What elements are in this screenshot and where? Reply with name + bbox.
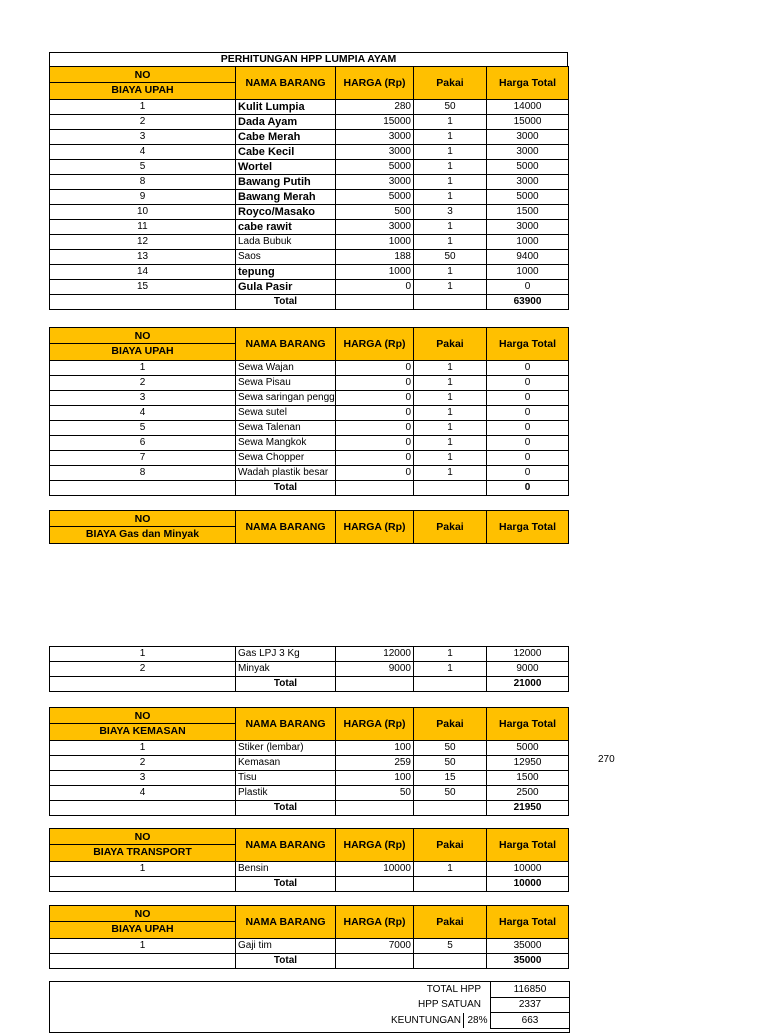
- row-item-name: Plastik: [236, 786, 336, 801]
- row-total: 1000: [487, 265, 569, 280]
- row-item-name: Bensin: [236, 862, 336, 877]
- row-item-name: Sewa Talenan: [236, 421, 336, 436]
- total-hpp-value: 116850: [490, 982, 570, 998]
- row-item-name: Dada Ayam: [236, 115, 336, 130]
- keuntungan-percent: 28%: [463, 1013, 491, 1028]
- table-row: [50, 361, 569, 376]
- row-total: 0: [487, 361, 569, 376]
- total-row: [50, 481, 569, 496]
- row-price: 259: [336, 756, 414, 771]
- header-no-cell: [50, 511, 236, 544]
- row-price: 3000: [336, 145, 414, 160]
- row-price: 3000: [336, 220, 414, 235]
- row-price: 0: [336, 361, 414, 376]
- row-price: 0: [336, 391, 414, 406]
- header-total: Harga Total: [487, 511, 569, 544]
- row-price: 1000: [336, 265, 414, 280]
- table-row: [50, 662, 569, 677]
- side-note: 270: [598, 754, 615, 765]
- section-peralatan: [49, 327, 569, 496]
- row-no: 1: [50, 862, 236, 877]
- table-header: [50, 708, 569, 741]
- table-header: [50, 328, 569, 361]
- row-item-name: Sewa Pisau: [236, 376, 336, 391]
- row-no: 2: [50, 756, 236, 771]
- hpp-satuan-value: 2337: [490, 997, 570, 1013]
- row-price: 1000: [336, 235, 414, 250]
- total-label: Total: [236, 954, 336, 969]
- row-no: 11: [50, 220, 236, 235]
- table-row: [50, 250, 569, 265]
- row-qty: 50: [414, 741, 487, 756]
- row-no: 5: [50, 421, 236, 436]
- header-nama: NAMA BARANG: [236, 67, 336, 100]
- table-row: [50, 466, 569, 481]
- row-no: 12: [50, 235, 236, 250]
- row-total: 14000: [487, 100, 569, 115]
- row-price: 3000: [336, 130, 414, 145]
- header-harga: HARGA (Rp): [336, 906, 414, 939]
- table-row: [50, 280, 569, 295]
- header-nama: NAMA BARANG: [236, 328, 336, 361]
- section-label: BIAYA UPAH: [111, 923, 174, 935]
- header-pakai: Pakai: [414, 708, 487, 741]
- row-no: 8: [50, 466, 236, 481]
- row-price: 7000: [336, 939, 414, 954]
- header-nama: NAMA BARANG: [236, 906, 336, 939]
- row-total: 0: [487, 280, 569, 295]
- header-no: NO: [50, 513, 235, 527]
- summary-box: [49, 981, 570, 1033]
- row-price: 0: [336, 421, 414, 436]
- row-qty: 1: [414, 436, 487, 451]
- header-nama: NAMA BARANG: [236, 829, 336, 862]
- header-nama: NAMA BARANG: [236, 708, 336, 741]
- table-row: [50, 741, 569, 756]
- row-qty: 15: [414, 771, 487, 786]
- section-label: BIAYA UPAH: [111, 345, 174, 357]
- row-qty: 1: [414, 280, 487, 295]
- total-value: 35000: [487, 954, 569, 969]
- row-price: 0: [336, 280, 414, 295]
- section-upah: [49, 905, 569, 969]
- total-value: 21000: [487, 677, 569, 692]
- row-no: 6: [50, 436, 236, 451]
- header-harga: HARGA (Rp): [336, 67, 414, 100]
- row-no: 3: [50, 391, 236, 406]
- row-total: 35000: [487, 939, 569, 954]
- row-no: 1: [50, 100, 236, 115]
- table-row: [50, 100, 569, 115]
- sheet-title: PERHITUNGAN HPP LUMPIA AYAM: [49, 52, 568, 67]
- row-total: 0: [487, 406, 569, 421]
- row-item-name: Sewa saringan pengg: [236, 391, 336, 406]
- row-total: 0: [487, 466, 569, 481]
- table-header: [50, 829, 569, 862]
- table-row: [50, 786, 569, 801]
- row-total: 3000: [487, 220, 569, 235]
- row-price: 280: [336, 100, 414, 115]
- header-total: Harga Total: [487, 708, 569, 741]
- row-total: 10000: [487, 862, 569, 877]
- row-item-name: Gula Pasir: [236, 280, 336, 295]
- table-row: [50, 265, 569, 280]
- table-row: [50, 205, 569, 220]
- row-qty: 1: [414, 391, 487, 406]
- header-no: NO: [50, 831, 235, 845]
- row-price: 500: [336, 205, 414, 220]
- row-qty: 1: [414, 376, 487, 391]
- row-total: 1500: [487, 205, 569, 220]
- row-price: 0: [336, 451, 414, 466]
- row-qty: 1: [414, 406, 487, 421]
- row-item-name: tepung: [236, 265, 336, 280]
- header-harga: HARGA (Rp): [336, 829, 414, 862]
- total-label: Total: [236, 295, 336, 310]
- header-harga: HARGA (Rp): [336, 328, 414, 361]
- row-item-name: Sewa Mangkok: [236, 436, 336, 451]
- section-bahan: [49, 66, 569, 310]
- total-label: Total: [236, 677, 336, 692]
- section-label: BIAYA UPAH: [111, 84, 174, 96]
- row-item-name: Sewa sutel: [236, 406, 336, 421]
- row-total: 0: [487, 436, 569, 451]
- row-qty: 5: [414, 939, 487, 954]
- row-qty: 1: [414, 265, 487, 280]
- header-pakai: Pakai: [414, 67, 487, 100]
- header-no: NO: [50, 908, 235, 922]
- row-item-name: Gaji tim: [236, 939, 336, 954]
- header-total: Harga Total: [487, 328, 569, 361]
- row-qty: 1: [414, 145, 487, 160]
- table-row: [50, 160, 569, 175]
- keuntungan-value: 663: [490, 1013, 570, 1029]
- row-qty: 1: [414, 862, 487, 877]
- section-gas-body: [49, 646, 569, 692]
- row-no: 14: [50, 265, 236, 280]
- row-qty: 50: [414, 100, 487, 115]
- table-row: [50, 451, 569, 466]
- row-price: 100: [336, 771, 414, 786]
- row-total: 15000: [487, 115, 569, 130]
- table-header: [50, 67, 569, 100]
- table-row: [50, 862, 569, 877]
- summary-hpp-satuan: [50, 997, 569, 1012]
- section-gas-header: [49, 510, 569, 544]
- row-no: 3: [50, 130, 236, 145]
- header-no-cell: [50, 67, 236, 100]
- row-item-name: Gas LPJ 3 Kg: [236, 647, 336, 662]
- row-total: 5000: [487, 190, 569, 205]
- header-no-cell: [50, 708, 236, 741]
- table-row: [50, 421, 569, 436]
- row-total: 12950: [487, 756, 569, 771]
- row-qty: 1: [414, 175, 487, 190]
- row-total: 0: [487, 376, 569, 391]
- total-value: 21950: [487, 801, 569, 816]
- total-value: 0: [487, 481, 569, 496]
- row-price: 12000: [336, 647, 414, 662]
- row-total: 1500: [487, 771, 569, 786]
- table-header: [50, 511, 569, 544]
- row-item-name: Royco/Masako: [236, 205, 336, 220]
- row-no: 5: [50, 160, 236, 175]
- header-no: NO: [50, 69, 235, 83]
- section-label: BIAYA Gas dan Minyak: [85, 528, 200, 540]
- row-total: 5000: [487, 741, 569, 756]
- row-qty: 3: [414, 205, 487, 220]
- table-row: [50, 130, 569, 145]
- row-item-name: Minyak: [236, 662, 336, 677]
- table-row: [50, 391, 569, 406]
- row-qty: 1: [414, 220, 487, 235]
- row-no: 15: [50, 280, 236, 295]
- table-row: [50, 145, 569, 160]
- table-header: [50, 906, 569, 939]
- header-harga: HARGA (Rp): [336, 511, 414, 544]
- row-price: 100: [336, 741, 414, 756]
- row-no: 1: [50, 939, 236, 954]
- total-label: Total: [236, 801, 336, 816]
- row-price: 188: [336, 250, 414, 265]
- row-price: 5000: [336, 160, 414, 175]
- table-row: [50, 436, 569, 451]
- header-pakai: Pakai: [414, 511, 487, 544]
- header-pakai: Pakai: [414, 906, 487, 939]
- table-row: [50, 376, 569, 391]
- row-item-name: Sewa Wajan: [236, 361, 336, 376]
- total-value: 10000: [487, 877, 569, 892]
- row-total: 3000: [487, 175, 569, 190]
- total-label: Total: [236, 877, 336, 892]
- row-qty: 1: [414, 466, 487, 481]
- row-total: 9400: [487, 250, 569, 265]
- row-price: 0: [336, 376, 414, 391]
- section-label: BIAYA KEMASAN: [99, 725, 186, 737]
- row-no: 2: [50, 662, 236, 677]
- header-total: Harga Total: [487, 906, 569, 939]
- row-price: 50: [336, 786, 414, 801]
- row-price: 3000: [336, 175, 414, 190]
- row-item-name: Sewa Chopper: [236, 451, 336, 466]
- row-total: 9000: [487, 662, 569, 677]
- row-no: 3: [50, 771, 236, 786]
- row-item-name: Bawang Merah: [236, 190, 336, 205]
- row-no: 1: [50, 741, 236, 756]
- total-row: [50, 877, 569, 892]
- row-qty: 1: [414, 130, 487, 145]
- row-price: 5000: [336, 190, 414, 205]
- row-qty: 1: [414, 190, 487, 205]
- row-qty: 50: [414, 786, 487, 801]
- row-no: 4: [50, 406, 236, 421]
- total-row: [50, 677, 569, 692]
- row-qty: 1: [414, 662, 487, 677]
- row-total: 5000: [487, 160, 569, 175]
- total-row: [50, 801, 569, 816]
- row-no: 2: [50, 376, 236, 391]
- header-no: NO: [50, 330, 235, 344]
- row-no: 7: [50, 451, 236, 466]
- total-row: [50, 295, 569, 310]
- header-no-cell: [50, 906, 236, 939]
- total-row: [50, 954, 569, 969]
- row-item-name: Lada Bubuk: [236, 235, 336, 250]
- total-hpp-label: TOTAL HPP: [426, 984, 481, 995]
- row-price: 9000: [336, 662, 414, 677]
- row-total: 2500: [487, 786, 569, 801]
- summary-keuntungan: [50, 1013, 569, 1028]
- section-transport: [49, 828, 569, 892]
- table-row: [50, 220, 569, 235]
- keuntungan-label: KEUNTUNGAN: [390, 1015, 461, 1026]
- row-no: 1: [50, 361, 236, 376]
- row-qty: 1: [414, 160, 487, 175]
- row-qty: 1: [414, 361, 487, 376]
- row-price: 0: [336, 436, 414, 451]
- row-price: 0: [336, 406, 414, 421]
- row-item-name: Wortel: [236, 160, 336, 175]
- row-qty: 50: [414, 250, 487, 265]
- row-item-name: Bawang Putih: [236, 175, 336, 190]
- row-qty: 50: [414, 756, 487, 771]
- row-item-name: Saos: [236, 250, 336, 265]
- table-row: [50, 756, 569, 771]
- row-total: 12000: [487, 647, 569, 662]
- table-row: [50, 939, 569, 954]
- row-qty: 1: [414, 421, 487, 436]
- row-qty: 1: [414, 647, 487, 662]
- table-row: [50, 771, 569, 786]
- row-no: 4: [50, 145, 236, 160]
- total-value: 63900: [487, 295, 569, 310]
- row-total: 0: [487, 421, 569, 436]
- row-total: 3000: [487, 130, 569, 145]
- header-no-cell: [50, 829, 236, 862]
- row-item-name: Wadah plastik besar: [236, 466, 336, 481]
- table-row: [50, 175, 569, 190]
- row-no: 13: [50, 250, 236, 265]
- header-total: Harga Total: [487, 829, 569, 862]
- header-no: NO: [50, 710, 235, 724]
- summary-total-hpp: [50, 982, 569, 997]
- header-nama: NAMA BARANG: [236, 511, 336, 544]
- row-no: 4: [50, 786, 236, 801]
- row-no: 9: [50, 190, 236, 205]
- row-total: 1000: [487, 235, 569, 250]
- row-qty: 1: [414, 115, 487, 130]
- row-no: 1: [50, 647, 236, 662]
- hpp-satuan-label: HPP SATUAN: [418, 999, 481, 1010]
- table-row: [50, 115, 569, 130]
- row-qty: 1: [414, 451, 487, 466]
- row-qty: 1: [414, 235, 487, 250]
- table-row: [50, 235, 569, 250]
- row-item-name: Stiker (lembar): [236, 741, 336, 756]
- row-item-name: Kemasan: [236, 756, 336, 771]
- header-no-cell: [50, 328, 236, 361]
- row-total: 0: [487, 451, 569, 466]
- row-total: 0: [487, 391, 569, 406]
- row-item-name: Cabe Kecil: [236, 145, 336, 160]
- table-row: [50, 406, 569, 421]
- header-pakai: Pakai: [414, 829, 487, 862]
- section-label: BIAYA TRANSPORT: [93, 846, 192, 858]
- row-item-name: cabe rawit: [236, 220, 336, 235]
- table-row: [50, 647, 569, 662]
- row-price: 15000: [336, 115, 414, 130]
- section-kemasan: [49, 707, 569, 816]
- row-total: 3000: [487, 145, 569, 160]
- row-item-name: Tisu: [236, 771, 336, 786]
- row-no: 8: [50, 175, 236, 190]
- row-item-name: Kulit Lumpia: [236, 100, 336, 115]
- row-price: 10000: [336, 862, 414, 877]
- row-item-name: Cabe Merah: [236, 130, 336, 145]
- row-no: 10: [50, 205, 236, 220]
- header-harga: HARGA (Rp): [336, 708, 414, 741]
- row-no: 2: [50, 115, 236, 130]
- header-total: Harga Total: [487, 67, 569, 100]
- total-label: Total: [236, 481, 336, 496]
- header-pakai: Pakai: [414, 328, 487, 361]
- table-row: [50, 190, 569, 205]
- row-price: 0: [336, 466, 414, 481]
